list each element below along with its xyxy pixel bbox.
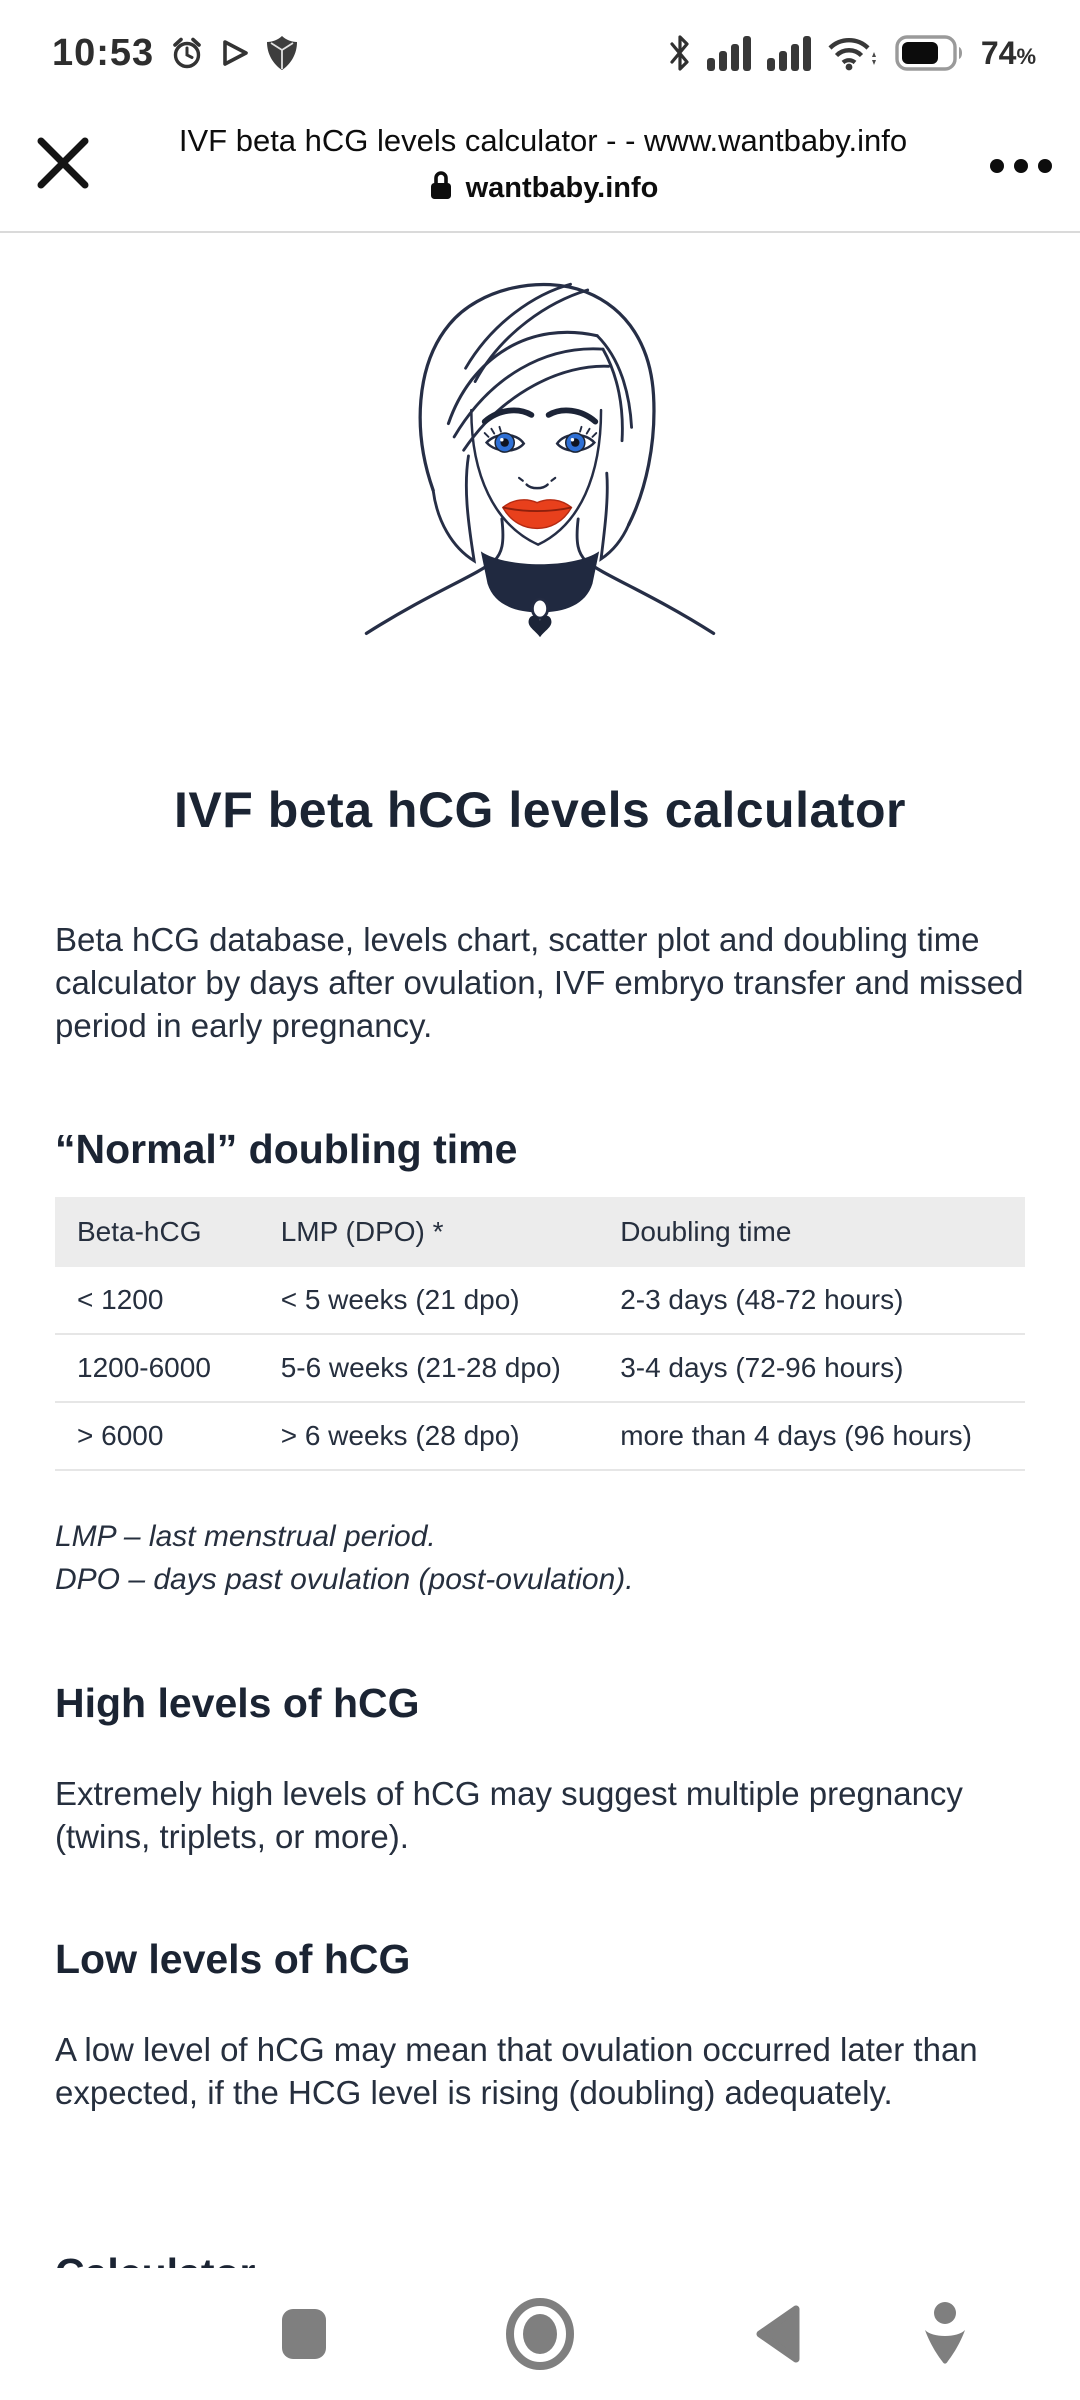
status-bar: [0, 0, 1080, 100]
wifi-icon: [827, 35, 879, 71]
cell-signal-icon: [767, 34, 811, 72]
status-bar-right: [669, 34, 1036, 72]
lock-icon: [428, 169, 454, 209]
table-cell: > 6000: [55, 1402, 259, 1470]
footnote-lmp: LMP – last menstrual period.: [55, 1519, 436, 1553]
profile-icon: [922, 2302, 968, 2366]
menu-dots-icon: [990, 159, 1004, 173]
table-row: [55, 1334, 1025, 1402]
cell-signal-icon: [707, 34, 751, 72]
recents-icon: [281, 2308, 327, 2360]
tab-title: IVF beta hCG levels calculator - - www.wantbaby.info: [178, 122, 908, 158]
table-cell: 1200-6000: [55, 1334, 259, 1402]
footnote-dpo: DPO – days past ovulation (post-ovulation).: [55, 1563, 634, 1597]
table-cell: 3-4 days (72-96 hours): [598, 1334, 1025, 1402]
battery-percent: 74%: [980, 34, 1036, 71]
table-cell: more than 4 days (96 hours): [598, 1402, 1025, 1470]
alarm-icon: [170, 36, 204, 70]
table-cell: 5-6 weeks (21-28 dpo): [259, 1334, 599, 1402]
battery-icon: [895, 35, 965, 71]
table-cell: 2-3 days (48-72 hours): [598, 1267, 1025, 1334]
page-title: IVF beta hCG levels calculator: [174, 782, 906, 838]
home-button[interactable]: [505, 2298, 575, 2370]
site-domain: wantbaby.info: [465, 172, 659, 204]
table-footnotes: [55, 1515, 1025, 1602]
clock-time: 10:53: [52, 31, 155, 74]
section-heading-low-levels: Low levels of hCG: [55, 1936, 411, 1983]
low-levels-paragraph: A low level of hCG may mean that ovulation occurred later than expected, if the HCG level is rising (doubling) adequately.: [55, 2031, 978, 2112]
hero-illustration: [55, 269, 1025, 646]
table-cell: > 6 weeks (28 dpo): [259, 1402, 599, 1470]
table-row: [55, 1402, 1025, 1470]
high-levels-paragraph: Extremely high levels of hCG may suggest multiple pregnancy (twins, triplets, or more).: [55, 1774, 963, 1855]
shield-icon: [266, 35, 298, 71]
column-header: Beta-hCG: [77, 1215, 202, 1247]
section-heading-high-levels: High levels of hCG: [55, 1679, 420, 1726]
column-header: LMP (DPO) *: [280, 1215, 444, 1247]
browser-chrome: [0, 100, 1080, 233]
back-icon: [756, 2305, 800, 2363]
page-title-bar: [144, 123, 942, 209]
home-icon: [505, 2298, 575, 2370]
status-bar-left: [52, 32, 298, 75]
woman-face-illustration: [350, 628, 730, 645]
column-header: Doubling time: [620, 1215, 792, 1247]
close-tab-button[interactable]: [34, 134, 144, 197]
section-heading-doubling-time: “Normal” doubling time: [55, 1125, 518, 1172]
play-icon: [220, 38, 250, 68]
intro-paragraph: Beta hCG database, levels chart, scatter plot and doubling time calculator by days after ovulation, IVF embryo transfer and missed period in early pregnancy.: [55, 921, 1024, 1044]
profile-shortcut-button[interactable]: [922, 2302, 968, 2366]
close-icon: [34, 134, 92, 197]
table-cell: < 1200: [55, 1267, 259, 1334]
web-page-content: [0, 269, 1080, 2297]
overflow-menu-button[interactable]: [942, 159, 1052, 173]
back-button[interactable]: [756, 2305, 800, 2363]
table-cell: < 5 weeks (21 dpo): [259, 1267, 599, 1334]
doubling-time-table: [55, 1197, 1025, 1471]
recents-button[interactable]: [281, 2308, 327, 2360]
android-navigation-bar: [0, 2268, 1080, 2400]
table-row: [55, 1267, 1025, 1334]
bluetooth-icon: [669, 34, 691, 72]
table-header-row: [55, 1197, 1025, 1267]
